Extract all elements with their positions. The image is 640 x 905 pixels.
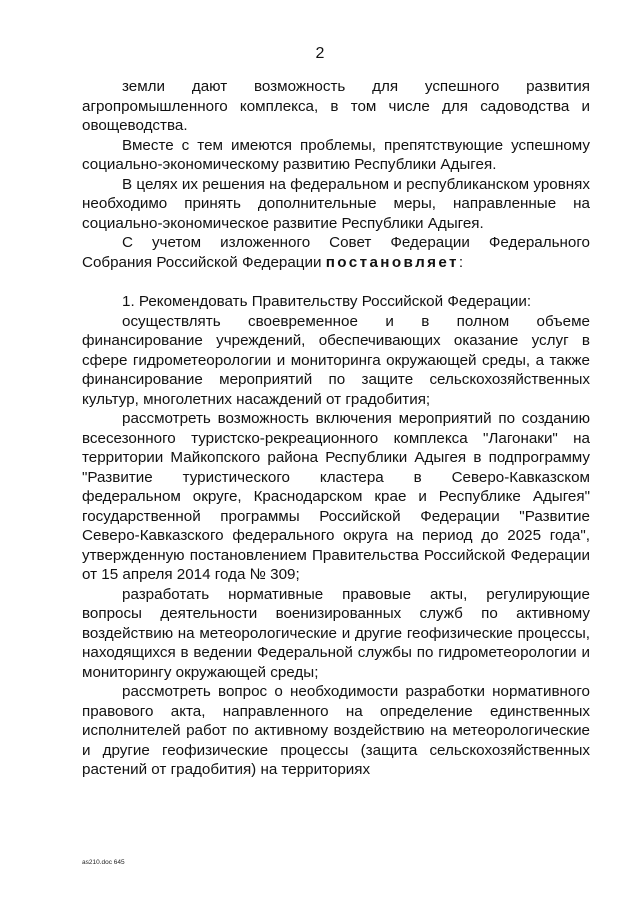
page-number: 2 [315,45,325,62]
recommendation-heading: 1. Рекомендовать Правительству Российской Федерации: [122,293,532,310]
recommendation-item: разработать нормативные правовые акты, регулирующие вопросы деятельности военизированных служб по активному воздействию на метеорологические и другие геофизические процессы, находящихся в ведении Федеральной службы по гидрометеорологии и мониторингу окружающей среды; [82,585,590,681]
document-body [82,77,590,780]
resolution-lead: С учетом изложенного Совет Федерации Федерального Собрания Российской Федерации [82,234,590,271]
recommendation-item: рассмотреть вопрос о необходимости разработки нормативного правового акта, направленного на определение единственных исполнителей работ по активному воздействию на метеорологические и другие геофизические процессы (защита сельскохозяйственных растений от градобития) на территориях [82,683,590,778]
recommendation-item: рассмотреть возможность включения мероприятий по созданию всесезонного туристско-рекреационного комплекса "Лагонаки" на территории Майкопского района Республики Адыгея в подпрограмму "Развитие туристического кластера в Северо-Кавказском федеральном округе, Краснодарском крае и Республике Адыгея" государственной программы Российской Федерации "Развитие Северо-Кавказского федерального округа на период до 2025 года", утвержденную постановлением Правительства Российской Федерации от 15 апреля 2014 года № 309; [82,410,590,583]
paragraph: Вместе с тем имеются проблемы, препятствующие успешному социально-экономическому развитию Республики Адыгея. [82,136,590,173]
resolution-tail: : [458,253,464,271]
resolution-paragraph [82,233,590,272]
paragraph: В целях их решения на федеральном и республиканском уровнях необходимо принять дополнительные меры, направленные на социально-экономическое развитие Республики Адыгея. [82,175,590,232]
resolution-keyword: постановляет [325,253,459,271]
paragraph: земли дают возможность для успешного развития агропромышленного комплекса, в том числе для садоводства и овощеводства. [82,78,590,134]
document-file-reference: as210.doc 645 [82,859,125,866]
recommendation-item: осуществлять своевременное и в полном объеме финансирование учреждений, обеспечивающих оказание услуг в сфере гидрометеорологии и мониторинга окружающей среды, а также финансирование мероприятий по защите сельскохозяйственных культур, многолетних насаждений от градобития; [82,312,590,408]
